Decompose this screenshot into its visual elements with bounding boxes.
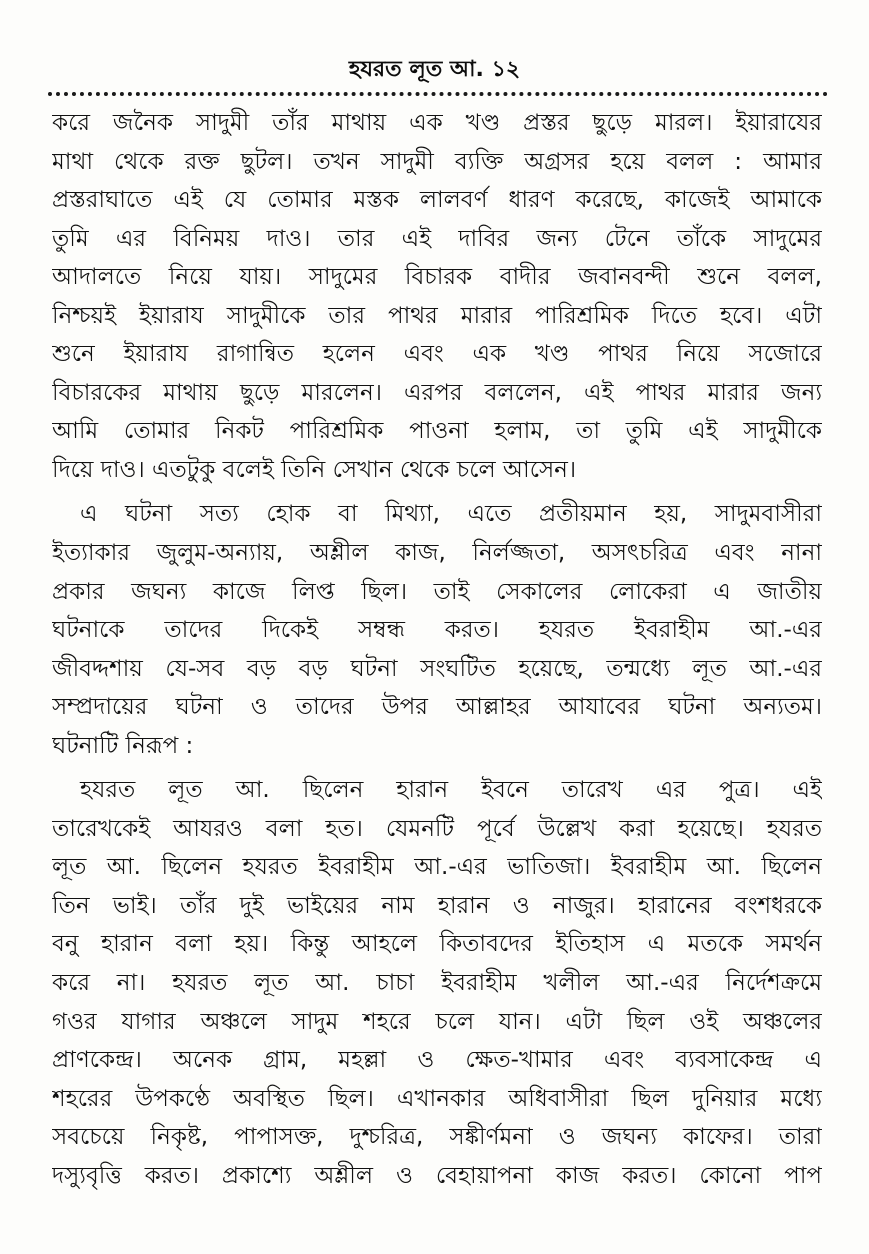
text-line: দিয়ে দাও। এতটুকু বলেই তিনি সেখান থেকে চলে আসেন। xyxy=(52,456,577,483)
text-line: হযরত লূত আ. ছিলেন হারান ইবনে তারেখ এর পুত্র। এই xyxy=(80,777,822,804)
paragraph-1 xyxy=(52,104,822,489)
header-dotted-rule xyxy=(48,92,828,96)
text-line: তারেখকেই আযরও বলা হত। যেমনটি পূর্বে উল্লেখ করা হয়েছে। হযরত xyxy=(52,815,822,842)
text-line: ইত্যাকার জুলুম-অন্যায়, অশ্লীল কাজ, নির্লজ্জতা, অসৎচরিত্র এবং নানা xyxy=(52,540,822,567)
text-line: মাথা থেকে রক্ত ছুটল। তখন সাদুমী ব্যক্তি অগ্রসর হয়ে বলল : আমার xyxy=(52,148,822,175)
text-line: গওর যাগার অঞ্চলে সাদুম শহরে চলে যান। এটা ছিল ওই অঞ্চলের xyxy=(52,1008,822,1035)
paragraph-3 xyxy=(52,771,822,1195)
text-line: জীবদ্দশায় যে-সব বড় বড় ঘটনা সংঘটিত হয়েছে, তন্মধ্যে লূত আ.-এর xyxy=(52,655,822,682)
text-line: নিশ্চয়ই ইয়ারায সাদুমীকে তার পাথর মারার পারিশ্রমিক দিতে হবে। এটা xyxy=(52,302,822,329)
text-line: তুমি এর বিনিময় দাও। তার এই দাবির জন্য টেনে তাঁকে সাদুমের xyxy=(52,225,822,252)
text-line: প্রকার জঘন্য কাজে লিপ্ত ছিল। তাই সেকালের লোকেরা এ জাতীয় xyxy=(52,578,822,605)
text-line: শুনে ইয়ারায রাগান্বিত হলেন এবং এক খণ্ড পাথর নিয়ে সজোরে xyxy=(52,341,822,368)
text-line: করে না। হযরত লূত আ. চাচা ইবরাহীম খলীল আ.-এর নির্দেশক্রমে xyxy=(52,970,822,997)
text-line: ঘটনাকে তাদের দিকেই সম্বন্ধ করত। হযরত ইবরাহীম আ.-এর xyxy=(52,617,822,644)
text-line: তিন ভাই। তাঁর দুই ভাইয়ের নাম হারান ও নাজুর। হারানের বংশধরকে xyxy=(52,892,822,919)
text-line: ঘটনাটি নিরূপ : xyxy=(52,732,194,759)
text-line: প্রাণকেন্দ্র। অনেক গ্রাম, মহল্লা ও ক্ষেত-খামার এবং ব্যবসাকেন্দ্র এ xyxy=(52,1047,822,1074)
text-line: দস্যুবৃত্তি করত। প্রকাশ্যে অশ্লীল ও বেহায়াপনা কাজ করত। কোনো পাপ xyxy=(52,1162,822,1189)
body-text xyxy=(52,104,822,1195)
running-header: হযরত লূত আ. ১২ xyxy=(348,57,521,82)
paragraph-2 xyxy=(52,495,822,765)
text-line: করে জনৈক সাদুমী তাঁর মাথায় এক খণ্ড প্রস্তর ছুড়ে মারল। ইয়ারাযের xyxy=(52,110,822,136)
text-line: আদালতে নিয়ে যায়। সাদুমের বিচারক বাদীর জবানবন্দী শুনে বলল, xyxy=(52,264,822,291)
text-line: প্রস্তরাঘাতে এই যে তোমার মস্তক লালবর্ণ ধারণ করেছে, কাজেই আমাকে xyxy=(52,187,822,214)
text-line: বনু হারান বলা হয়। কিন্তু আহলে কিতাবদের ইতিহাস এ মতকে সমর্থন xyxy=(52,931,822,958)
text-line: এ ঘটনা সত্য হোক বা মিথ্যা, এতে প্রতীয়মান হয়, সাদুমবাসীরা xyxy=(80,501,822,528)
text-line: আমি তোমার নিকট পারিশ্রমিক পাওনা হলাম, তা তুমি এই সাদুমীকে xyxy=(52,418,822,445)
text-line: সম্প্রদায়ের ঘটনা ও তাদের উপর আল্লাহর আযাবের ঘটনা অন্যতম। xyxy=(52,694,822,721)
text-line: সবচেয়ে নিকৃষ্ট, পাপাসক্ত, দুশ্চরিত্র, সঙ্কীর্ণমনা ও জঘন্য কাফের। তারা xyxy=(52,1124,822,1151)
text-line: বিচারকের মাথায় ছুড়ে মারলেন। এরপর বললেন, এই পাথর মারার জন্য xyxy=(52,379,822,406)
text-line: শহরের উপকণ্ঠে অবস্থিত ছিল। এখানকার অধিবাসীরা ছিল দুনিয়ার মধ্যে xyxy=(52,1085,822,1112)
text-line: লূত আ. ছিলেন হযরত ইবরাহীম আ.-এর ভাতিজা। ইবরাহীম আ. ছিলেন xyxy=(52,854,822,881)
